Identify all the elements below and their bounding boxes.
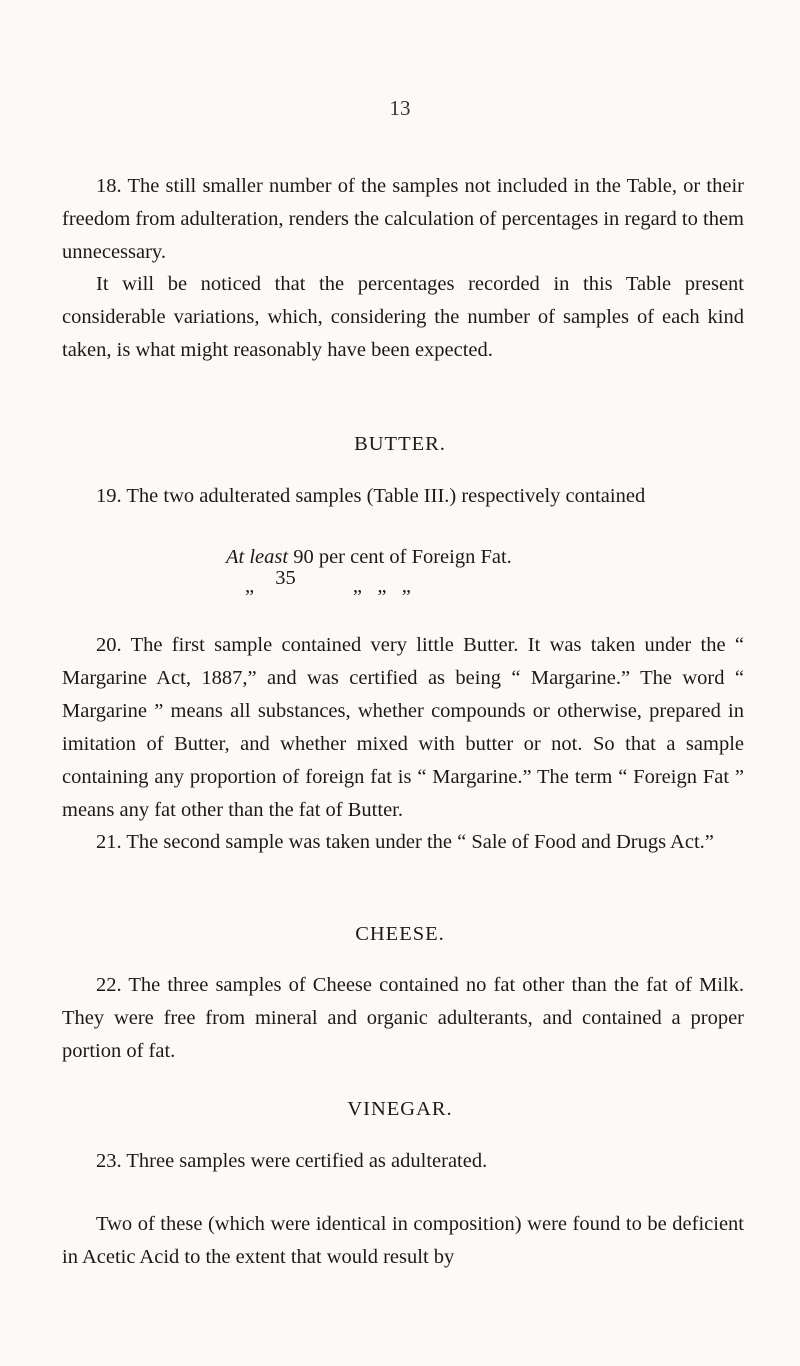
heading-butter: BUTTER. — [354, 433, 446, 455]
paragraph-two-of-these: Two of these (which were identical in composition) were found to be deficient in Acetic Acid to the extent that would result by — [62, 1213, 744, 1268]
paragraph-20: 20. The first sample contained very little Butter. It was taken under the “ Margarine Act, 1887,” and was certified as being “ Margarine.” The word “ Margarine ” means all substances, whether compounds or otherwise, prepared in imitation of Butter, and whether mixed with butter or not. So that a sample containing any proportion of foreign fat is “ Margarine.” The term “ Foreign Fat ” means any fat other than the fat of Butter. — [62, 634, 744, 821]
ditto-mark: „ — [245, 575, 255, 597]
list-19-line-2 — [245, 567, 411, 598]
list-19-line-1 — [226, 546, 512, 569]
at-least-label: At least — [226, 546, 289, 568]
heading-cheese: CHEESE. — [355, 923, 445, 945]
ditto-marks: „ „ „ — [352, 575, 411, 597]
page-number: 13 — [389, 96, 411, 120]
paragraph-19: 19. The two adulterated samples (Table III.) respectively contained — [96, 485, 646, 507]
paragraph-18: 18. The still smaller number of the samples not included in the Table, or their freedom from adulteration, renders the calculation of percentages in regard to them unnecessary. — [62, 175, 744, 263]
paragraph-notice: It will be noticed that the percentages recorded in this Table present considerable variations, which, considering the number of samples of each kind taken, is what might reasonably have been expected. — [62, 273, 744, 361]
foreign-fat-90: 90 per cent of Foreign Fat. — [293, 546, 512, 568]
paragraph-22: 22. The three samples of Cheese contained no fat other than the fat of Milk. They were free from mineral and organic adulterants, and contained a proper portion of fat. — [62, 974, 744, 1062]
paragraph-23: 23. Three samples were certified as adulterated. — [96, 1150, 488, 1172]
paragraph-21: 21. The second sample was taken under the “ Sale of Food and Drugs Act.” — [96, 831, 714, 853]
foreign-fat-35: 35 — [275, 567, 296, 589]
heading-vinegar: VINEGAR. — [347, 1098, 453, 1120]
